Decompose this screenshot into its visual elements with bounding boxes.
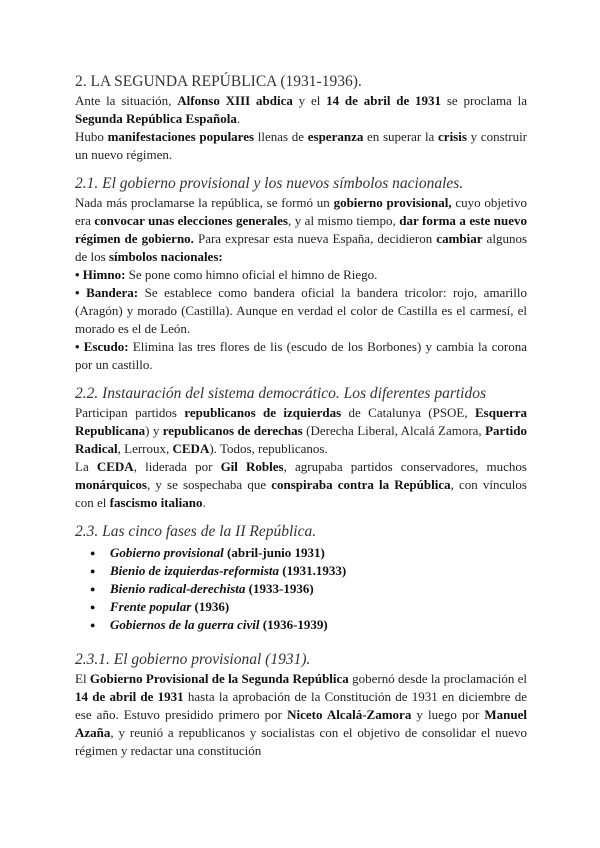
bold-text: fascismo italiano (109, 495, 203, 510)
text-run: Para expresar esta nueva España, decidieron (193, 231, 437, 246)
section-2-1-title: 2.1. El gobierno provisional y los nuevos símbolos nacionales. (75, 175, 464, 192)
text-run: Elimina las tres flores de lis (escudo de los Borbones) y cambia la corona por un castillo. (75, 339, 527, 372)
text-run: . (202, 495, 206, 510)
symbol-himno (75, 266, 527, 284)
text-run: y el (292, 93, 327, 108)
symbol-bandera (75, 284, 527, 338)
section-2-2-paragraph-2 (75, 458, 527, 512)
section-2-3-title: 2.3. Las cinco fases de la II República. (75, 523, 317, 540)
text-run: ). Todos, republicanos. (209, 441, 328, 456)
text-run: Nada más proclamarse la república, se formó un (75, 195, 334, 210)
bold-text: símbolos nacionales: (108, 249, 223, 264)
bold-text: gobierno provisional, (333, 195, 452, 210)
section-2-title: 2. LA SEGUNDA REPÚBLICA (1931-1936). (75, 73, 362, 90)
text-run: Se pone como himno oficial el himno de Riego. (125, 267, 378, 282)
list-item: ● Bienio de izquierdas-reformista (1931.1933) (90, 562, 527, 580)
text-run: , agrupaba partidos conservadores, muchos (283, 459, 527, 474)
bold-text: republicanos de derechas (162, 423, 303, 438)
section-2-1-paragraph (75, 194, 527, 266)
bold-text: crisis (438, 129, 467, 144)
bold-text: Gil Robles (220, 459, 284, 474)
section-2-paragraph-1 (75, 92, 527, 128)
bold-text: CEDA (96, 459, 134, 474)
bold-text: conspiraba contra la República (271, 477, 451, 492)
text-run: y luego por (411, 707, 485, 722)
bold-text: Segunda República Española (75, 111, 237, 126)
text-run: hasta la aprobación de la Constitución de 1931 en diciembre de ese año. Estuvo presidido primero por (75, 689, 527, 722)
section-2-2-paragraph-1 (75, 404, 527, 458)
bold-text: Alfonso XIII abdica (177, 93, 293, 108)
bold-text: convocar unas elecciones generales (94, 213, 288, 228)
text-run: , y al mismo tiempo, (287, 213, 400, 228)
text-run: se proclama la (441, 93, 528, 108)
bold-text: esperanza (307, 129, 364, 144)
bold-text: cambiar (436, 231, 483, 246)
phases-list (75, 544, 527, 634)
text-run: , con vínculos con el (75, 477, 527, 510)
bold-text: manifestaciones populares (107, 129, 255, 144)
bold-text: Gobierno Provisional de la Segunda República (89, 671, 349, 686)
text-run: cuyo objetivo era (75, 195, 527, 228)
bold-text: republicanos de izquierdas (184, 405, 342, 420)
section-2-2-title: 2.2. Instauración del sistema democrático. Los diferentes partidos (75, 385, 487, 402)
bold-text: monárquicos (75, 477, 147, 492)
list-item: ● Frente popular (1936) (90, 598, 527, 616)
section-2-3-1-title: 2.3.1. El gobierno provisional (1931). (75, 651, 311, 668)
symbol-escudo (75, 338, 527, 374)
text-run: La (75, 459, 97, 474)
text-run: . (236, 111, 241, 126)
bold-text: CEDA (172, 441, 210, 456)
text-run: algunos de los (75, 231, 528, 264)
text-run: , y reunió a republicanos y socialistas con el objetivo de consolidar el nuevo régimen y redactar una constitución (75, 725, 527, 758)
text-run: en superar la (363, 129, 439, 144)
bold-text: Partido Radical (75, 423, 527, 456)
text-run: Hubo (75, 129, 108, 144)
bold-text: • Escudo: (75, 339, 129, 354)
bold-text: • Himno: (75, 267, 126, 282)
text-run: , liderada por (133, 459, 221, 474)
text-run: ) y (145, 423, 163, 438)
text-run: y construir un nuevo régimen. (75, 129, 528, 162)
text-run: llenas de (254, 129, 308, 144)
list-item: ● Bienio radical-derechista (1933-1936) (90, 580, 527, 598)
bold-text: Manuel Azaña (75, 707, 527, 740)
text-run: de Catalunya (PSOE, (341, 405, 475, 420)
section-2-paragraph-2 (75, 128, 527, 164)
text-run: (Derecha Liberal, Alcalá Zamora, (302, 423, 486, 438)
list-item: ● Gobiernos de la guerra civil (1936-1939) (90, 616, 527, 634)
text-run: Se establece como bandera oficial la bandera tricolor: rojo, amarillo (Aragón) y morado (Castilla). Aunque en verdad el color de Castilla es el carmesí, el morado es el de León. (75, 285, 527, 336)
text-run: , Lerroux, (117, 441, 173, 456)
bold-text: Esquerra Republicana (75, 405, 527, 438)
bold-text: dar forma a este nuevo régimen de gobierno. (75, 213, 528, 246)
bold-text: • Bandera: (75, 285, 139, 300)
text-run: Participan partidos (75, 405, 185, 420)
section-2-3-1-paragraph (75, 670, 527, 760)
text-run: El (75, 671, 90, 686)
list-item: ● Gobierno provisional (abril-junio 1931) (90, 544, 527, 562)
text-run: Ante la situación, (75, 93, 178, 108)
text-run: , y se sospechaba que (147, 477, 272, 492)
bold-text: 14 de abril de 1931 (326, 93, 442, 108)
bold-text: 14 de abril de 1931 (75, 689, 184, 704)
bold-text: Niceto Alcalá-Zamora (287, 707, 412, 722)
text-run: gobernó desde la proclamación el (348, 671, 527, 686)
